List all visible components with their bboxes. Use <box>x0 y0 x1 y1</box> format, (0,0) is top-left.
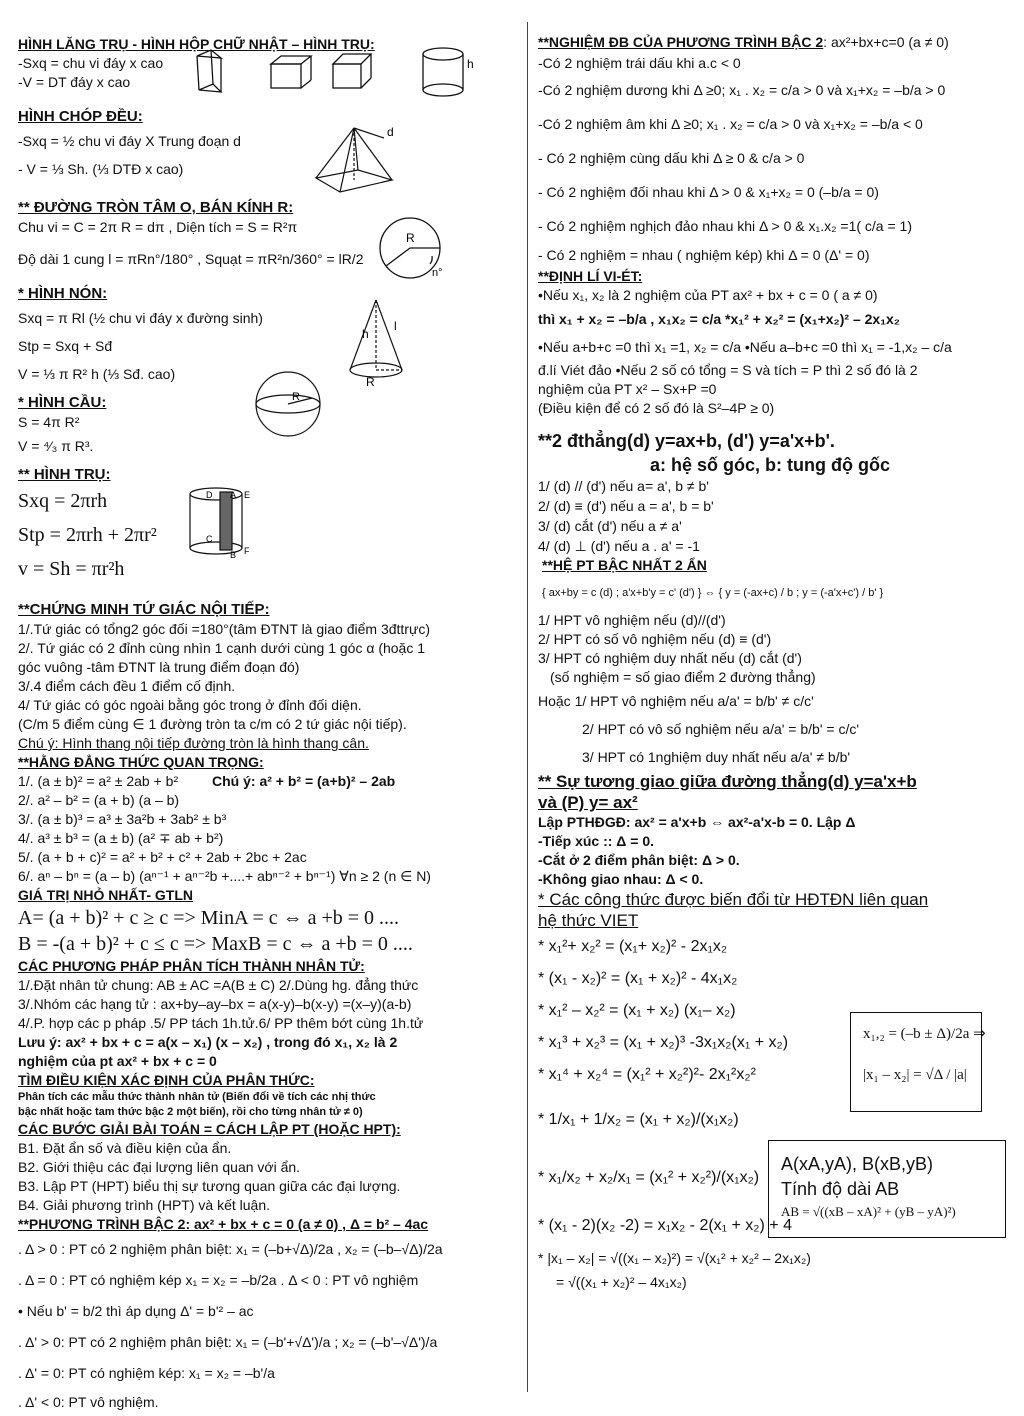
cyclic-note: Chú ý: Hình thang nội tiếp đường tròn là hình thang cân. <box>18 735 369 751</box>
intersect-line: -Tiếp xúc :: Δ = 0. <box>538 833 654 849</box>
height-label: h <box>467 57 474 71</box>
pyramid-title: HÌNH CHÓP ĐỀU: <box>18 108 143 125</box>
points-label: A(xA,yA), B(xB,yB) <box>781 1154 934 1174</box>
special-roots-section <box>538 30 1008 267</box>
cyclic-title: **CHỨNG MINH TỨ GIÁC NỘI TIẾP: <box>18 601 270 618</box>
steps-line: B1. Đặt ẩn số và điều kiện của ẩn. <box>18 1140 232 1156</box>
circle-line: Độ dài 1 cung l = πRn°/180° , Squạt = πR²n/360° = lR/2 <box>18 251 364 267</box>
distance-box <box>768 1140 1006 1238</box>
sphere-title: * HÌNH CẦU: <box>18 394 107 411</box>
svg-text:h: h <box>362 327 369 341</box>
viet-formula: * x₁³ + x₂³ = (x₁ + x₂)³ -3x₁x₂(x₁ + x₂) <box>538 1034 789 1051</box>
vieta-line: đ.lí Viét đảo •Nếu 2 số có tổng = S và tích = P thì 2 số đó là 2 <box>538 362 918 378</box>
column-divider <box>527 22 528 1392</box>
intersect-title: và (P) y= ax² <box>538 793 638 812</box>
vieta-line: thì x₁ + x₂ = –b/a , x₁x₂ = c/a *x₁² + x₂² = (x₁+x₂)² – 2x₁x₂ <box>538 311 901 327</box>
factor-line: 1/.Đặt nhân tử chung: AB ± AC =A(B ± C) 2/.Dùng hg. đẳng thức <box>18 977 419 993</box>
factor-line: nghiệm của pt ax² + bx + c = 0 <box>18 1053 217 1069</box>
viet-formula: * x₁² – x₂² = (x₁ + x₂) (x₁– x₂) <box>538 1002 736 1019</box>
steps-line: B4. Giải phương trình (HPT) và kết luận. <box>18 1197 270 1213</box>
system-line: 2/ HPT có số vô nghiệm nếu (d) ≡ (d') <box>538 631 772 647</box>
steps-line: B3. Lập PT (HPT) biểu thị sự tương quan giữa các đại lượng. <box>18 1178 401 1194</box>
vieta-title: **ĐỊNH LÍ VI-ÉT: <box>538 268 643 284</box>
identities-section <box>18 753 518 886</box>
vieta-line: •Nếu x₁, x₂ là 2 nghiệm của PT ax² + bx + c = 0 ( a ≠ 0) <box>538 287 878 303</box>
viet-formula: * 1/x₁ + 1/x₂ = (x₁ + x₂)/(x₁x₂) <box>538 1111 739 1128</box>
pyramid-line: - V = ⅓ Sh. (⅓ DTĐ x cao) <box>18 161 184 177</box>
steps-line: B2. Giới thiệu các đại lượng liên quan với ẩn. <box>18 1159 301 1175</box>
cone-figure <box>340 294 420 388</box>
identity-formula: 1/. (a ± b)² = a² ± 2ab + b² <box>18 773 179 789</box>
cone-title: * HÌNH NÓN: <box>18 285 108 302</box>
intersect-line: -Không giao nhau: Δ < 0. <box>538 871 704 887</box>
viet-formula: * x₁⁴ + x₂⁴ = (x₁² + x₂²)²- 2x₁²x₂² <box>538 1066 756 1083</box>
cylinder-formula: Stp = 2πrh + 2πr² <box>18 524 157 546</box>
formulas-title: * Các công thức được biến đổi từ HĐTĐN liên quan <box>538 890 929 909</box>
cyclic-line: 2/. Tứ giác có 2 đỉnh cùng nhìn 1 cạnh dưới cùng 1 góc α (hoặc 1 <box>18 640 426 656</box>
quad-title: **PHƯƠNG TRÌNH BẬC 2: ax² + bx + c = 0 (a ≠ 0) , Δ = b² – 4ac <box>18 1216 429 1232</box>
quad-line: . Δ = 0 : PT có nghiệm kép x₁ = x₂ = –b/2a . Δ < 0 : PT vô nghiệm <box>18 1272 419 1288</box>
quad-section <box>18 1215 518 1416</box>
svg-text:R: R <box>406 231 415 245</box>
factor-line: 4/.P. hợp các p pháp .5/ PP tách 1h.tử.6/ PP thêm bớt cùng 1h.tử <box>18 1015 424 1031</box>
lines-case: 2/ (d) ≡ (d') nếu a = a', b = b' <box>538 498 714 514</box>
factor-line: 3/.Nhóm các hạng tử : ax+by–ay–bx = a(x-y)–b(x-y) =(x–y)(a-b) <box>18 996 412 1012</box>
roots-difference: |x₁ – x₂| = √Δ / |a| <box>863 1067 967 1083</box>
special-line: - Có 2 nghiệm cùng dấu khi Δ ≥ 0 & c/a > 0 <box>538 150 805 166</box>
cone-line: Stp = Sxq + Sđ <box>18 338 113 354</box>
minmax-title: GIÁ TRỊ NHỎ NHẤT- GTLN <box>18 887 193 903</box>
lines-case: 4/ (d) ⊥ (d') nếu a . a' = -1 <box>538 538 700 554</box>
svg-text:n°: n° <box>432 267 443 279</box>
svg-text:R: R <box>292 391 300 403</box>
vieta-line: •Nếu a+b+c =0 thì x₁ =1, x₂ = c/a •Nếu a–b+c =0 thì x₁ = -1,x₂ – c/a <box>538 339 952 355</box>
quad-line: • Nếu b' = b/2 thì áp dụng Δ' = b'² – ac <box>18 1303 254 1319</box>
special-line: - Có 2 nghiệm = nhau ( nghiệm kép) khi Δ = 0 (Δ' = 0) <box>538 247 870 263</box>
special-line: -Có 2 nghiệm dương khi Δ ≥0; x₁ . x₂ = c/a > 0 và x₁+x₂ = –b/a > 0 <box>538 82 946 98</box>
distance-label: Tính độ dài AB <box>781 1179 900 1199</box>
steps-section <box>18 1120 518 1215</box>
system-line: 1/ HPT vô nghiệm nếu (d)//(d') <box>538 612 726 628</box>
identity-line: 2/. a² – b² = (a + b) (a – b) <box>18 792 180 808</box>
vieta-line: nghiệm của PT x² – Sx+P =0 <box>538 381 717 397</box>
prism-line: -V = DT đáy x cao <box>18 74 131 90</box>
identity-note: Chú ý: a² + b² = (a+b)² – 2ab <box>212 773 396 789</box>
sphere-figure <box>252 368 324 440</box>
quad-line: . Δ' < 0: PT vô nghiệm. <box>18 1394 159 1410</box>
svg-text:d: d <box>387 125 394 139</box>
steps-title: CÁC BƯỚC GIẢI BÀI TOÁN = CÁCH LẬP PT (HOẶC HPT): <box>18 1121 401 1137</box>
quad-line: . Δ > 0 : PT có 2 nghiệm phân biệt: x₁ = (–b+√Δ)/2a , x₂ = (–b–√Δ)/2a <box>18 1241 443 1257</box>
svg-text:B: B <box>230 550 237 560</box>
prism-line: -Sxq = chu vi đáy x cao <box>18 55 164 71</box>
svg-text:C: C <box>206 534 213 544</box>
cyclic-section <box>18 601 518 753</box>
vieta-section <box>538 267 1008 418</box>
cylinder-title: ** HÌNH TRỤ: <box>18 466 111 483</box>
roots-difference-box <box>850 1012 986 1112</box>
identity-line: 5/. (a + b + c)² = a² + b² + c² + 2ab + 2bc + 2ac <box>18 849 307 865</box>
special-line: - Có 2 nghiệm đối nhau khi Δ > 0 & x₁+x₂ = 0 (–b/a = 0) <box>538 184 879 200</box>
factor-title: CÁC PHƯƠNG PHÁP PHÂN TÍCH THÀNH NHÂN TỬ: <box>18 958 365 974</box>
special-title-tail: : ax²+bx+c=0 (a ≠ 0) <box>823 34 949 50</box>
box-figure <box>271 56 311 88</box>
system-line: (số nghiệm = số giao điểm 2 đường thẳng) <box>550 669 816 685</box>
intersect-title: ** Sự tương giao giữa đường thẳng(d) y=a'x+b <box>538 772 917 791</box>
prism-figures <box>193 46 493 106</box>
cyclic-line: 1/.Tứ giác có tổng2 góc đối =180°(tâm ĐTNT là giao điểm 3đttrực) <box>18 621 430 637</box>
identities-title: **HẰNG ĐẲNG THỨC QUAN TRỌNG: <box>18 754 264 770</box>
cylinder-section <box>18 466 518 585</box>
factor-section <box>18 957 518 1071</box>
viet-formula: * x₁²+ x₂² = (x₁+ x₂)² - 2x₁x₂ <box>538 938 728 955</box>
svg-text:A: A <box>230 490 237 500</box>
minmax-section <box>18 886 518 957</box>
triangular-prism-figure <box>197 50 221 92</box>
lines-case: 3/ (d) cắt (d') nếu a ≠ a' <box>538 518 682 534</box>
domain-line: bậc nhất hoặc tam thức bậc 2 một biến), rồi cho từng nhân tử ≠ 0) <box>18 1106 363 1118</box>
sphere-line: V = ⁴⁄₃ π R³. <box>18 438 94 454</box>
special-line: -Có 2 nghiệm âm khi Δ ≥0; x₁ . x₂ = c/a > 0 và x₁+x₂ = –b/a < 0 <box>538 116 923 132</box>
special-line: - Có 2 nghiệm nghịch đảo nhau khi Δ > 0 & x₁.x₂ =1( c/a = 1) <box>538 218 913 234</box>
cube-figure <box>333 54 371 88</box>
viet-formula: * (x₁ - 2)(x₂ -2) = x₁x₂ - 2(x₁ + x₂) + 4 <box>538 1217 792 1234</box>
lines-case: 1/ (d) // (d') nếu a= a', b ≠ b' <box>538 478 709 494</box>
distance-formula: AB = √((xB – xA)² + (yB – yA)²) <box>781 1204 956 1219</box>
system-section <box>538 556 1008 771</box>
circle-line: Chu vi = C = 2π R = dπ , Diện tích = S = R²π <box>18 219 298 235</box>
domain-title: TÌM ĐIỀU KIỆN XÁC ĐỊNH CỦA PHÂN THỨC: <box>18 1072 315 1088</box>
cylinder-unfold-figure <box>186 482 266 564</box>
pyramid-section <box>18 108 518 183</box>
intersect-line: -Cắt ở 2 điểm phân biệt: Δ > 0. <box>538 852 740 868</box>
viet-formula: = √((x₁ + x₂)² – 4x₁x₂) <box>556 1274 687 1290</box>
system-line: 3/ HPT có 1nghiệm duy nhất nếu a/a' ≠ b/b' <box>582 749 851 765</box>
system-line: 3/ HPT có nghiệm duy nhất nếu (d) cắt (d') <box>538 650 802 666</box>
svg-text:R: R <box>366 375 375 388</box>
lines-subtitle: a: hệ số góc, b: tung độ gốc <box>650 455 890 475</box>
svg-text:l: l <box>394 319 397 333</box>
circle-title: ** ĐƯỜNG TRÒN TÂM O, BÁN KÍNH R: <box>18 199 294 216</box>
cone-line: V = ⅓ π R² h (⅓ Sđ. cao) <box>18 366 176 382</box>
factor-line: Lưu ý: ax² + bx + c = a(x – x₁) (x – x₂) , trong đó x₁, x₂ là 2 <box>18 1034 398 1050</box>
quad-line: . Δ' > 0: PT có 2 nghiệm phân biệt: x₁ = (–b'+√Δ')/a ; x₂ = (–b'–√Δ')/a <box>18 1334 438 1350</box>
quad-line: . Δ' = 0: PT có nghiệm kép: x₁ = x₂ = –b'/a <box>18 1365 275 1381</box>
minmax-line: A= (a + b)² + c ≥ c => MinA = c ⇔ a +b = 0 .... <box>18 907 400 929</box>
roots-formula: x₁,₂ = (–b ± Δ)/2a ⇒ <box>863 1026 986 1042</box>
cone-line: Sxq = π Rl (½ chu vi đáy x đường sinh) <box>18 310 263 326</box>
sphere-line: S = 4π R² <box>18 414 80 430</box>
system-line: Hoặc 1/ HPT vô nghiệm nếu a/a' = b/b' ≠ c/c' <box>538 693 814 709</box>
identity-line: 4/. a³ ± b³ = (a ± b) (a² ∓ ab + b²) <box>18 830 224 846</box>
circle-sector-figure <box>372 214 452 284</box>
intersect-line: Lập PTHĐGĐ: ax² = a'x+b ⇔ ax²-a'x-b = 0. Lập Δ <box>538 814 856 830</box>
svg-text:E: E <box>244 490 251 500</box>
system-equations: { ax+by = c (d) ; a'x+b'y = c' (d') } ⇔ { y = (-ax+c) / b ; y = (-a'x+c') / b' } <box>542 587 884 599</box>
cyclic-line: 4/ Tứ giác có góc ngoài bằng góc trong ở đỉnh đối diện. <box>18 697 362 713</box>
identity-line <box>18 772 518 791</box>
lines-section <box>538 428 1008 556</box>
domain-line: Phân tích các mẫu thức thành nhân tử (Biến đổi về tích các nhị thức <box>18 1091 376 1103</box>
intersect-section <box>538 771 1008 889</box>
vieta-line: (Điều kiện để có 2 số đó là S²–4P ≥ 0) <box>538 400 775 416</box>
svg-text:F: F <box>244 546 250 556</box>
identity-line: 3/. (a ± b)³ = a³ ± 3a²b + 3ab² ± b³ <box>18 811 227 827</box>
pyramid-figure <box>312 120 402 200</box>
identity-line: 6/. aⁿ – bⁿ = (a – b) (aⁿ⁻¹ + aⁿ⁻²b +....+ abⁿ⁻² + bⁿ⁻¹) ∀n ≥ 2 (n ∈ N) <box>18 868 431 884</box>
cyclic-line: (C/m 5 điểm cùng ∈ 1 đường tròn ta c/m có 2 tứ giác nội tiếp). <box>18 716 407 732</box>
viet-formula: * |x₁ – x₂| = √((x₁ – x₂)²) = √(x₁² + x₂² – 2x₁x₂) <box>538 1250 811 1266</box>
formulas-title: hệ thức VIET <box>538 911 639 930</box>
svg-text:D: D <box>206 490 213 500</box>
domain-section <box>18 1071 518 1120</box>
lines-title: **2 đthẳng(d) y=ax+b, (d') y=a'x+b'. <box>538 431 835 451</box>
special-line: -Có 2 nghiệm trái dấu khi a.c < 0 <box>538 55 741 71</box>
minmax-line: B = -(a + b)² + c ≤ c => MaxB = c ⇔ a +b = 0 .... <box>18 933 413 955</box>
cylinder-formula: Sxq = 2πrh <box>18 490 108 512</box>
cylinder-formula: v = Sh = πr²h <box>18 558 125 580</box>
special-title: **NGHIỆM ĐB CỦA PHƯƠNG TRÌNH BẬC 2 <box>538 34 824 50</box>
viet-formula: * x₁/x₂ + x₂/x₁ = (x₁² + x₂²)/(x₁x₂) <box>538 1169 760 1186</box>
cyclic-line: góc vuông -tâm ĐTNT là trung điểm đoạn đó) <box>18 659 300 675</box>
viet-formula: * (x₁ - x₂)² = (x₁ + x₂)² - 4x₁x₂ <box>538 970 738 987</box>
prism-title: HÌNH LĂNG TRỤ - HÌNH HỘP CHỮ NHẬT – HÌNH TRỤ: <box>18 36 375 52</box>
system-line: 2/ HPT có vô số nghiệm nếu a/a' = b/b' = c/c' <box>582 721 860 737</box>
pyramid-line: -Sxq = ½ chu vi đáy X Trung đoạn d <box>18 133 241 149</box>
cyclic-line: 3/.4 điểm cách đều 1 điểm cố định. <box>18 678 236 694</box>
system-title: **HỆ PT BẬC NHẤT 2 ẨN <box>542 557 707 573</box>
cylinder-figure <box>423 48 463 96</box>
